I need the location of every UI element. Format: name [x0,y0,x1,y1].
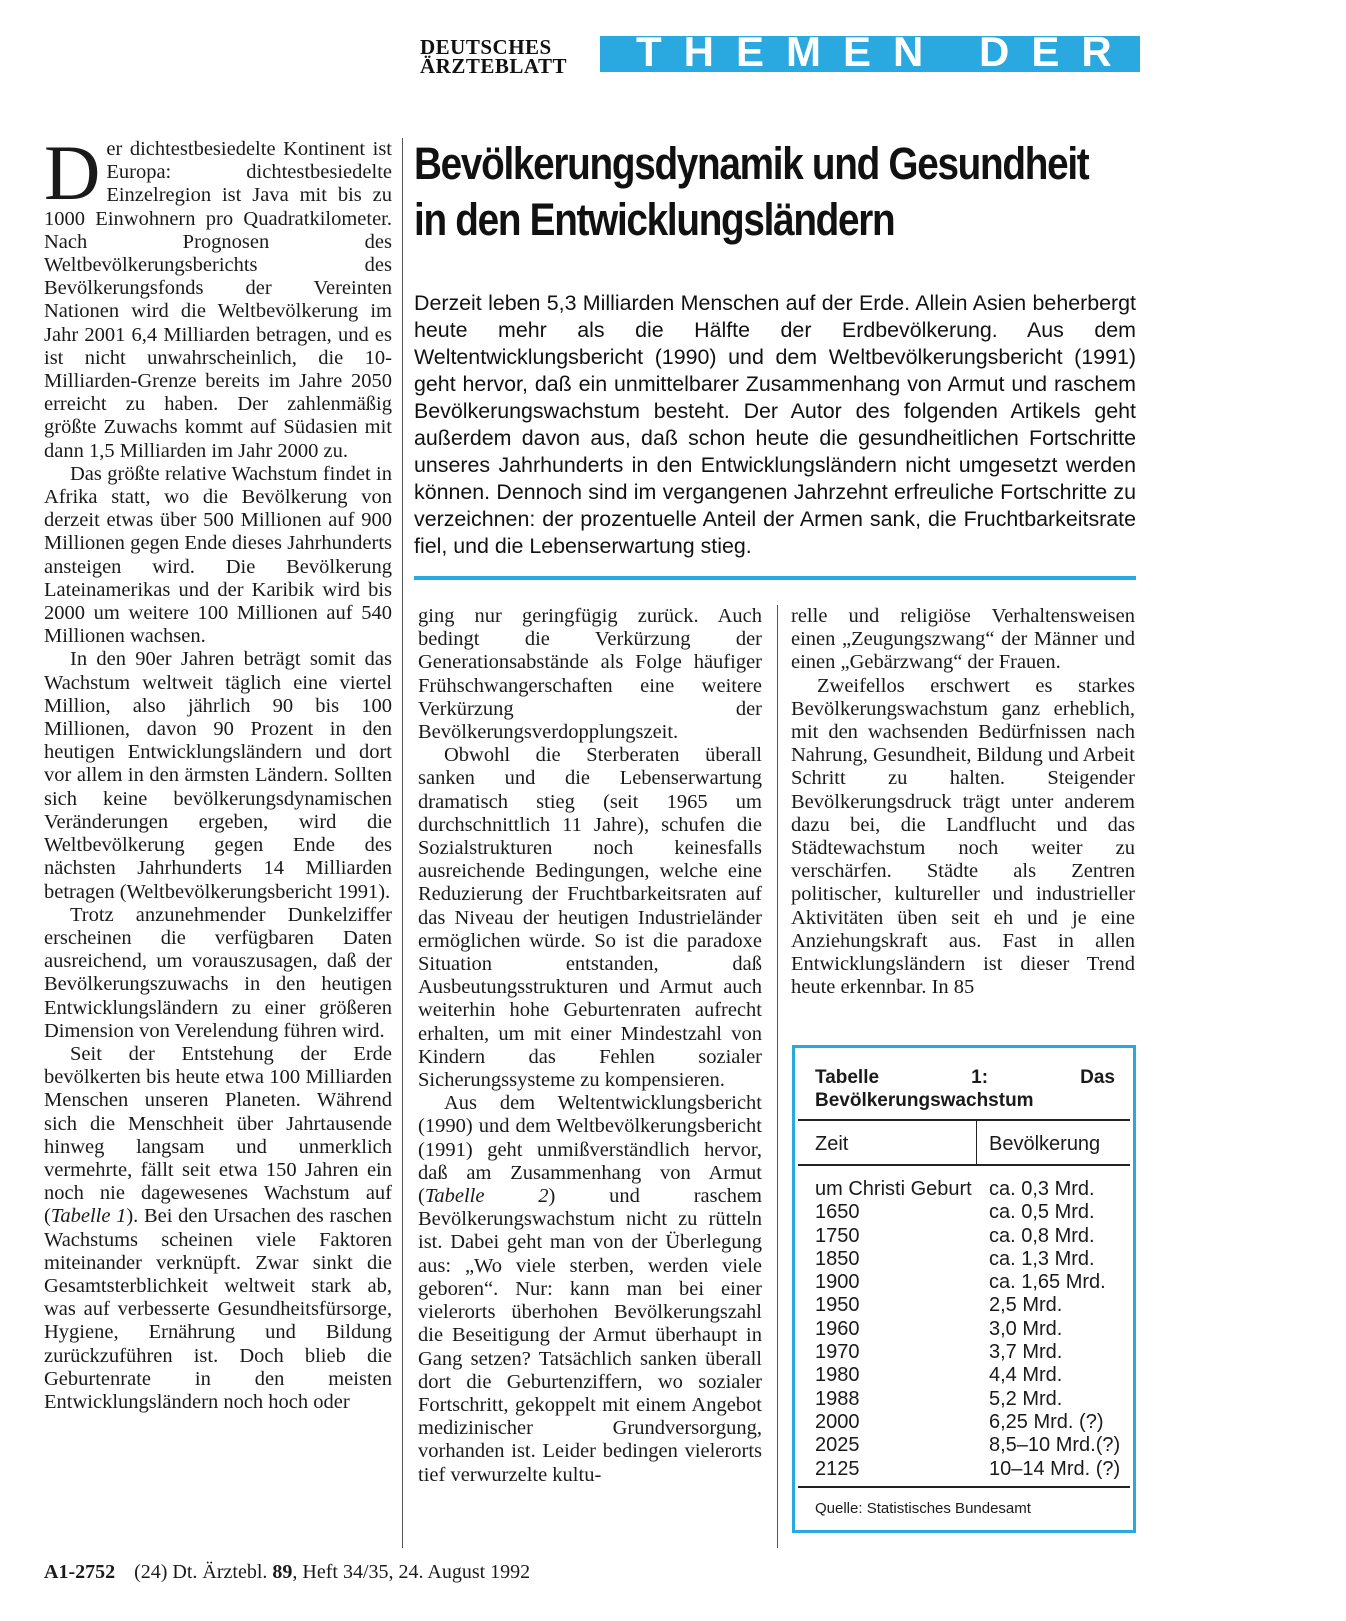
population-table [792,1045,1136,1533]
paragraph-text: ). Bei den Ursachen des raschen Wachstums scheinen viele Faktoren miteinander verknüpft. Zwar sinkt die Gesamtsterblichkeit weltweit stark ab, was auf verbesserte Gesundheitsfürsorge, Hygiene, Ernährung und Bildung zurückzuführen ist. Doch blieb die Geburtenrate in den meisten Entwicklungsländern noch hoch oder [44,1205,393,1413]
table-cell-bevoelkerung: 3,0 Mrd. [989,1317,1063,1340]
table-cell-bevoelkerung: ca. 0,3 Mrd. [989,1178,1095,1200]
paragraph-text: er dichtestbesiedelte Kontinent ist Europa: dichtestbesiedelte Einzelregion ist Java mit bis zu 1000 Einwohnern pro Quadratkilometer. Nach Prognosen des Weltbevölkerungsberichts des Bevölkerungsfonds der Vereinten Nationen wird die Weltbevölkerung im Jahr 2001 6,4 Milliarden betragen, und es ist nicht unwahrscheinlich, die 10-Milliarden-Grenze bereits im Jahre 2050 erreicht zu haben. Der zahlenmäßig größte Zuwachs kommt auf Südasien mit dann 1,5 Milliarden im Jahr 2000 zu. [44,138,392,462]
paragraph [44,1043,392,1414]
table-reference: Tabelle 2 [424,1185,549,1208]
table-body [815,1178,1125,1481]
title-line-2: in den Entwicklungsländern [414,194,895,245]
table-cell-zeit: 1650 [815,1201,860,1224]
paragraph: Trotz anzunehmender Dunkelziffer erscheinen die verfügbaren Daten ausreichend, um vorauszusagen, daß der Bevölkerungszuwachs in den heutigen Entwicklungsländern zu einer größeren Dimension von Verelendung führen wird. [44,903,392,1042]
drop-cap: D [44,129,101,216]
table-row [815,1388,1125,1411]
section-title: THEMEN DER ZEIT [636,28,1346,75]
table-row [815,1411,1125,1434]
table-cell-bevoelkerung: ca. 0,5 Mrd. [989,1201,1095,1224]
table-row [815,1318,1125,1341]
table-cell-zeit: 2000 [815,1410,860,1433]
table-header-zeit: Zeit [815,1133,849,1155]
table-cell-zeit: 2125 [815,1457,860,1480]
paragraph [44,129,392,463]
table-row [815,1434,1125,1457]
paragraph: Das größte relative Wachstum findet in Afrika statt, wo die Bevölkerung von derzeit etwas über 500 Millionen auf 900 Millionen gegen Ende dieses Jahrhunderts ansteigen wird. Die Bevölkerung Lateinamerikas und der Karibik wird bis 2000 um weitere 100 Millionen auf 540 Millionen wachsen. [44,462,392,648]
paragraph: In den 90er Jahren beträgt somit das Wachstum weltweit täglich eine viertel Million, also jährlich 90 bis 100 Millionen, davon 90 Prozent in den heutigen Entwicklungsländern und dort vor allem in den ärmsten Ländern. Sollten sich keine bevölkerungsdynamischen Veränderungen ergeben, wird die Weltbevölkerung gegen Ende des nächsten Jahrhunderts 14 Milliarden betragen (Weltbevölkerungsbericht 1991). [44,648,392,903]
table-rule [798,1164,1130,1166]
paragraph: Zweifellos erschwert es starkes Bevölkerungswachstum ganz erheblich, mit den wachsenden Bedürfnissen nach Nahrung, Gesundheit, Bildung und Arbeit Schritt zu halten. Steigender Bevölkerungsdruck trägt unter anderem dazu bei, die Landflucht und das Städtewachstum noch weiter zu verschärfen. Städte als Zentren politischer, kultureller und industrieller Aktivitäten üben seit eh und je eine Anziehungskraft aus. Fast in allen Entwicklungsländern ist dieser Trend heute erkennbar. In 85 [791,674,1135,999]
volume: 89 [272,1561,293,1583]
table-column-rule [976,1121,977,1164]
brand-line-1: DEUTSCHES [420,35,552,59]
table-row [815,1364,1125,1387]
brand-line-2: ÄRZTEBLATT [420,54,567,78]
table-row [815,1248,1125,1271]
paragraph: Obwohl die Sterberaten überall sanken und die Lebenserwartung dramatisch stieg (seit 1965 um durchschnittlich 11 Jahre), schufen die Sozialstrukturen noch keinesfalls ausreichende Bedingungen, welche eine Reduzierung der Fruchtbarkeitsraten auf das Niveau der heutigen Industrieländer ermöglichen würde. So ist die paradoxe Situation entstanden, daß Ausbeutungsstrukturen und Armut auch weiterhin hohe Geburtenraten aufrecht erhalten, um mit einer Mindestzahl von Kindern das Fehlen sozialer Sicherungssysteme zu kompensieren. [418,744,762,1092]
table-cell-bevoelkerung: 2,5 Mrd. [989,1294,1063,1317]
section-banner [600,28,1346,75]
title-line-1: Bevölkerungsdynamik und Gesundheit [414,138,1089,189]
table-rule [798,1486,1130,1488]
table-cell-zeit: 1850 [815,1247,860,1270]
table-cell-zeit: 1980 [815,1364,860,1387]
citation-suffix: , Heft 34/35, 24. August 1992 [292,1561,531,1583]
table-cell-zeit: 2025 [815,1434,860,1457]
table-cell-bevoelkerung: ca. 1,3 Mrd. [989,1247,1095,1270]
text-column-1 [44,129,393,1414]
citation-prefix: (24) Dt. Ärztebl. [134,1561,268,1583]
table-title: Tabelle 1: Das Bevölkerungswachstum [815,1067,1115,1111]
paragraph: relle und religiöse Verhaltensweisen einen „Zeugungszwang“ der Männer und einen „Gebärzwang“ der Frauen. [791,605,1135,674]
lead-divider [414,576,1136,580]
table-row [815,1294,1125,1317]
article-lead: Derzeit leben 5,3 Milliarden Menschen auf der Erde. Allein Asien beherbergt heute mehr als die Hälfte der Erdbevölkerung. Aus dem Weltentwicklungsbericht (1990) und dem Weltbevölkerungsbericht (1991) geht hervor, daß ein unmittelbarer Zusammenhang von Armut und raschem Bevölkerungswachstum besteht. Der Autor des folgenden Artikels geht außerdem davon aus, daß schon heute die gesundheitlichen Fortschritte unseres Jahrhunderts in den Entwicklungsländern nicht umgesetzt werden können. Dennoch sind im vergangenen Jahrzehnt erfreuliche Fortschritte zu verzeichnen: der prozentuelle Anteil der Armen sank, die Fruchtbarkeitsrate fiel, und die Lebenserwartung stieg. [414,291,1136,558]
paragraph: ging nur geringfügig zurück. Auch bedingt die Verkürzung der Generationsabstände als Folge häufiger Frühschwangerschaften eine weitere Verkürzung der Bevölkerungsverdopplungszeit. [418,605,762,744]
table-rule [798,1119,1130,1121]
table-cell-zeit: 1960 [815,1317,860,1340]
page-footer [44,1561,530,1584]
text-column-2 [418,605,762,1487]
table-cell-bevoelkerung: 6,25 Mrd. (?) [989,1410,1104,1433]
table-header-bevoelkerung: Bevölkerung [989,1133,1101,1155]
paragraph-text: Seit der Entstehung der Erde bevölkerten bis heute etwa 100 Milliarden Menschen unseren Planeten. Während sich die Menschheit über Jahrtausende hinweg langsam und unmerklich vermehrte, fällt seit etwa 150 Jahren ein noch nie dagewesenes Wachstum auf ( [44,1042,392,1228]
table-cell-zeit: 1988 [815,1387,860,1410]
table-cell-bevoelkerung: 5,2 Mrd. [989,1387,1063,1410]
table-row [815,1225,1125,1248]
table-reference: Tabelle 1 [50,1205,127,1228]
column-divider-2 [777,605,778,1548]
text-column-3 [791,605,1135,999]
table-row [815,1201,1125,1224]
table-cell-bevoelkerung: 3,7 Mrd. [989,1341,1063,1364]
paragraph-text: ) und raschem Bevölkerungswachstum nicht zu rütteln ist. Dabei geht man von der Überlegung aus: „Wo viele sterben, werden viele geboren“. Nur: kann man bei einer vielerorts überhohen Bevölkerungszahl die Beseitigung der Armut überhaupt in Gang setzen? Tatsächlich sanken überall dort die Geburtenziffern, wo sozialer Fortschritt, gekoppelt mit einem Angebot medizinischer Grundversorgung, vorhanden ist. Leider bedingen vielerorts tief verwurzelte kultu- [418,1185,762,1486]
page-id: A1-2752 [44,1561,116,1583]
table-cell-zeit: 1750 [815,1224,860,1247]
article-title [414,136,1089,248]
table-cell-bevoelkerung: 4,4 Mrd. [989,1364,1063,1387]
paragraph-text: Aus dem Weltentwicklungsbericht (1990) und dem Weltbevölkerungsbericht (1991) geht unmißverständlich hervor, daß am Zusammenhang von Armut ( [418,1092,762,1208]
column-divider-1 [402,138,403,1548]
table-cell-bevoelkerung: ca. 0,8 Mrd. [989,1224,1095,1247]
table-cell-bevoelkerung: 8,5–10 Mrd.(?) [989,1434,1121,1457]
table-cell-zeit: um Christi Geburt [815,1178,972,1200]
table-cell-zeit: 1970 [815,1341,860,1364]
masthead-brand [420,35,590,78]
paragraph [418,1092,762,1486]
table-row [815,1178,1125,1201]
table-row [815,1341,1125,1364]
table-source: Quelle: Statistisches Bundesamt [815,1500,1031,1517]
table-row [815,1271,1125,1294]
table-row [815,1458,1125,1481]
table-cell-zeit: 1950 [815,1294,860,1317]
table-cell-zeit: 1900 [815,1271,860,1294]
table-cell-bevoelkerung: 10–14 Mrd. (?) [989,1457,1121,1480]
table-cell-bevoelkerung: ca. 1,65 Mrd. [989,1271,1106,1294]
